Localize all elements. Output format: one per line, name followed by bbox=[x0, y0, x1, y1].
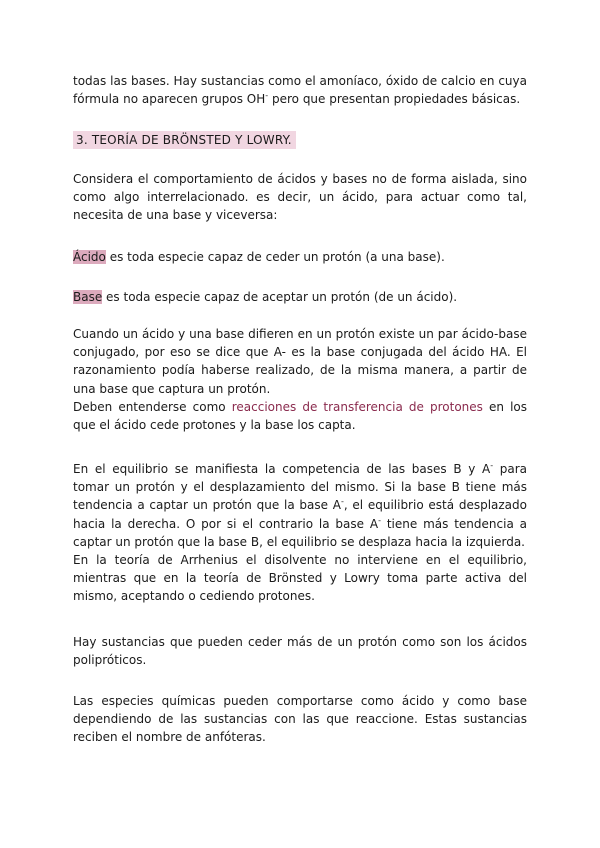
base-definition bbox=[73, 288, 527, 306]
paragraph-text: Cuando un ácido y una base difieren en un protón existe un par ácido-base conjugado, por eso se dice que A- es la base conjugada del ácido HA. El razonamiento podía haberse realizado, de la misma manera, a partir de una base que captura un protón. bbox=[73, 327, 527, 396]
section-heading: 3. TEORÍA DE BRÖNSTED Y LOWRY. bbox=[73, 131, 296, 149]
paragraph-text: para tomar un protón y el desplazamiento del mismo. Si la base B tiene más tendencia a captar un protón que la base A bbox=[73, 462, 527, 513]
paragraph-text: pero que presentan propiedades básicas. bbox=[268, 92, 521, 107]
base-definition-text: es toda especie capaz de aceptar un protón (de un ácido). bbox=[102, 290, 458, 304]
acid-definition-text: es toda especie capaz de ceder un protón (a una base). bbox=[105, 250, 445, 264]
paragraph-text: , el equilibrio está desplazado hacia la derecha. O por si el contrario la base A bbox=[73, 498, 527, 531]
superscript-minus: - bbox=[340, 497, 344, 507]
paragraph-conjugate-pair bbox=[73, 325, 527, 434]
paragraph-text: tiene más tendencia a captar un protón que la base B, el equilibrio se desplaza hacia la izquierda. bbox=[73, 516, 528, 549]
paragraph-equilibrium-competition bbox=[73, 460, 527, 551]
paragraph-text: todas las bases. Hay sustancias como el amoníaco, óxido de calcio en cuya fórmula no aparecen grupos OH bbox=[73, 74, 527, 107]
paragraph-text: Deben entenderse como bbox=[73, 399, 232, 414]
base-term: Base bbox=[73, 290, 103, 304]
paragraph-arrhenius: En la teoría de Arrhenius el disolvente no interviene en el equilibrio, mientras que en la teoría de Brönsted y Lowry toma parte activa del mismo, aceptando o cediendo protones. bbox=[73, 553, 527, 604]
paragraph-polyprotic: Hay sustancias que pueden ceder más de un protón como son los ácidos polipróticos. bbox=[73, 635, 527, 668]
paragraph-bases-continuation bbox=[73, 72, 527, 108]
paragraph-amphoteric: Las especies químicas pueden comportarse como ácido y como base dependiendo de las sustancias con las que reaccione. Estas sustancias reciben el nombre de anfóteras. bbox=[73, 694, 527, 745]
paragraph-proton-transfer bbox=[73, 398, 527, 434]
acid-definition bbox=[73, 248, 527, 266]
superscript-minus: - bbox=[490, 461, 494, 470]
paragraph-text: En el equilibrio se manifiesta la competencia de las bases B y A bbox=[73, 462, 491, 476]
proton-transfer-link[interactable]: reacciones de transferencia de protones bbox=[231, 399, 483, 414]
paragraph-equilibrium bbox=[73, 460, 527, 606]
superscript-minus: - bbox=[265, 91, 269, 101]
superscript-minus: - bbox=[378, 515, 381, 525]
paragraph-text: en los que el ácido cede protones y la base los capta. bbox=[73, 399, 527, 433]
acid-term: Ácido bbox=[73, 250, 106, 264]
paragraph-bronsted-intro: Considera el comportamiento de ácidos y bases no de forma aislada, sino como algo interrelacionado. es decir, un ácido, para actuar como tal, necesita de una base y viceversa: bbox=[73, 172, 527, 223]
